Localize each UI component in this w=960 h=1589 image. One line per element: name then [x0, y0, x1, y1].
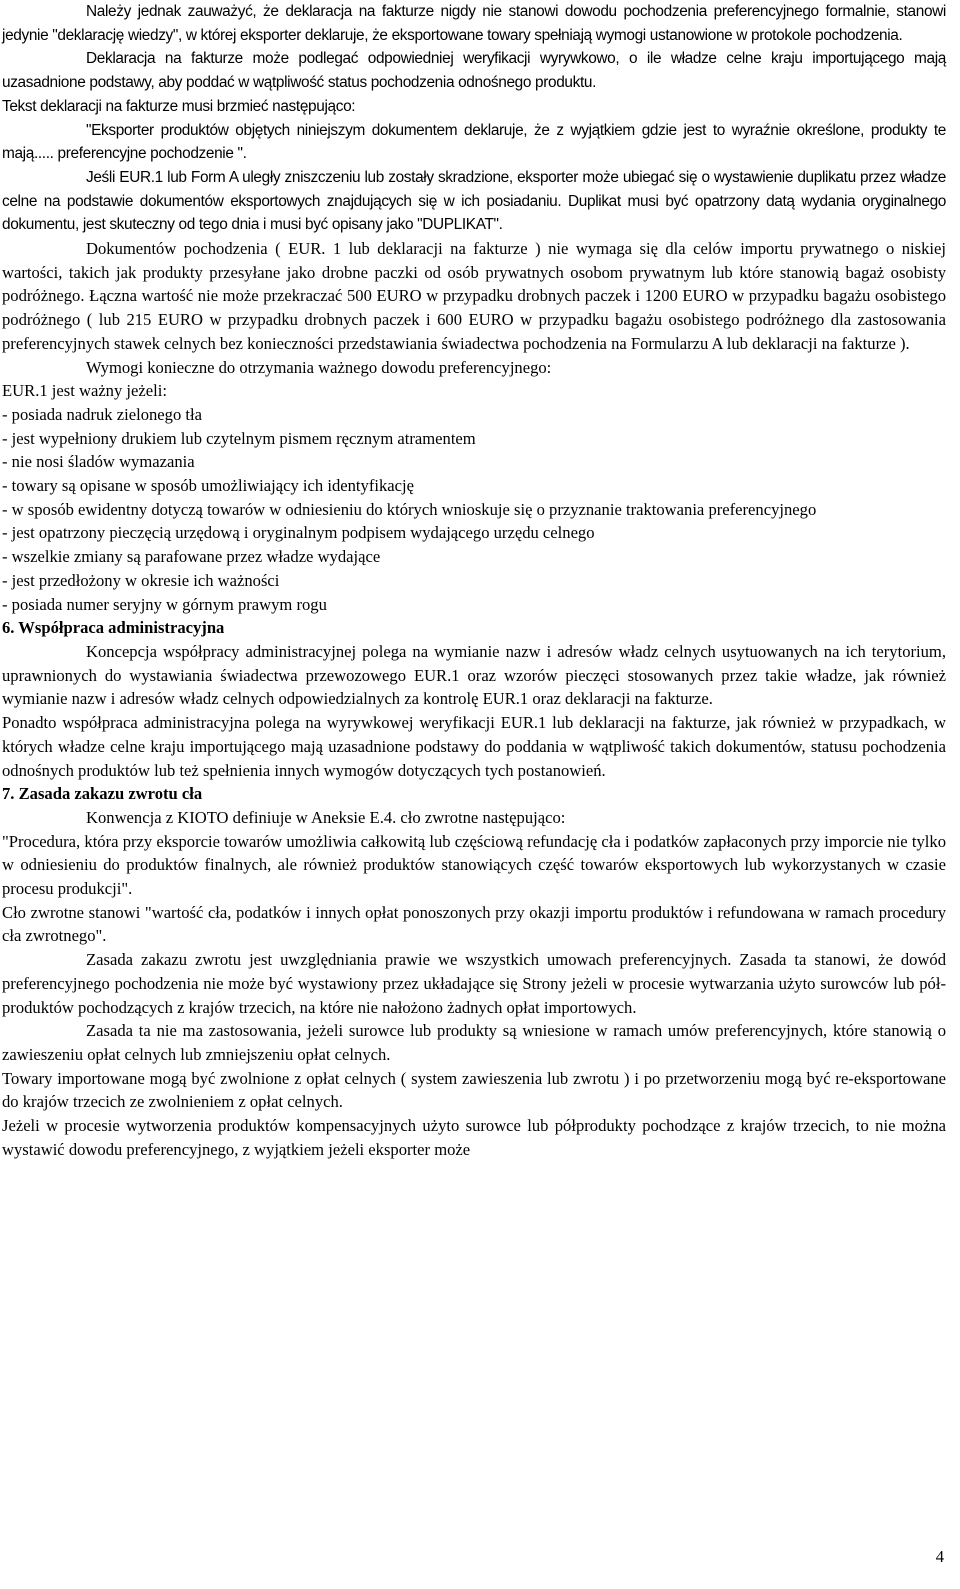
- paragraph-invoice-declaration-note: Należy jednak zauważyć, że deklaracja na fakturze nigdy nie stanowi dowodu pochodzenia preferencyjnego formalnie, stanowi jedynie "deklarację wiedzy", w której eksporter deklaruje, że eksportowane towary spełniają wymogi ustanowione w protokole pochodzenia.: [2, 3, 946, 44]
- paragraph-duplicate: Jeśli EUR.1 lub Form A uległy zniszczeniu lub zostały skradzione, eksporter może ubiegać się o wystawienie duplikatu przez władze celne na podstawie dokumentów eksportowych znajdujących się w ich posiadaniu. Duplikat musi być opatrzony datą wydania oryginalnego dokumentu, jest skuteczny od tego dnia i musi być opisany jako "DUPLIKAT".: [2, 168, 946, 234]
- paragraph-private-import: Dokumentów pochodzenia ( EUR. 1 lub deklaracji na fakturze ) nie wymaga się dla celów importu prywatnego o niskiej wartości, takich jak produkty przesyłane jako drobne paczki od osób prywatnych osobom prywatnym lub które stanowią bagaż osobisty podróżnego. Łączna wartość nie może przekraczać 500 EURO w przypadku drobnych paczek i 1200 EURO w przypadku bagażu osobistego podróżnego ( lub 215 EURO w przypadku drobnych paczek i 600 EURO w przypadku bagażu osobistego podróżnego dla zastosowania preferencyjnych stawek celnych bez konieczności przedstawiania świadectwa pochodzenia na Formularzu A lub deklaracji na fakturze ).: [2, 239, 946, 353]
- page-number: 4: [935, 1547, 944, 1566]
- list-item: - posiada nadruk zielonego tła: [2, 404, 202, 424]
- list-item: - w sposób ewidentny dotyczą towarów w odniesieniu do których wnioskuje się o przyznanie traktowania preferencyjnego: [2, 499, 817, 519]
- list-item: - nie nosi śladów wymazania: [2, 452, 195, 472]
- paragraph-invoice-declaration-text-intro: Tekst deklaracji na fakturze musi brzmieć następująco:: [2, 97, 356, 115]
- paragraph-kyoto-convention: Konwencja z KIOTO definiuje w Aneksie E.4. cło zwrotne następująco:: [86, 807, 566, 827]
- paragraph-drawback-value: Cło zwrotne stanowi "wartość cła, podatków i innych opłat ponoszonych przy okazji importu produktów i refundowana w ramach procedury cła zwrotnego".: [2, 902, 946, 946]
- list-item: - wszelkie zmiany są parafowane przez władze wydające: [2, 547, 381, 567]
- document-body: [2, 0, 946, 1161]
- paragraph-no-drawback-exception: Zasada ta nie ma zastosowania, jeżeli surowce lub produkty są wniesione w ramach umów preferencyjnych, które stanowią o zawieszeniu opłat celnych lub zmniejszeniu opłat celnych.: [2, 1021, 946, 1064]
- paragraph-compensating-products: Jeżeli w procesie wytworzenia produktów kompensacyjnych użyto surowce lub półprodukty pochodzące z krajów trzecich, to nie można wystawić dowodu preferencyjnego, z wyjątkiem jeżeli eksporter może: [2, 1116, 946, 1159]
- paragraph-no-drawback-principle: Zasada zakazu zwrotu jest uwzględniania prawie we wszystkich umowach preferencyjnych. Zasada ta stanowi, że dowód preferencyjnego pochodzenia nie może być wystawiony przez układające się Strony jeżeli w procesie wytwarzania użyto surowców lub pół-produktów pochodzących z krajów trzecich, na które nie nałożono żadnych opłat importowych.: [2, 950, 946, 1017]
- paragraph-cooperation-concept: Koncepcja współpracy administracyjnej polega na wymianie nazw i adresów władz celnych usytuowanych na ich terytorium, uprawnionych do wystawiania świadectwa przewozowego EUR.1 oraz wzorów pieczęci stosowanych przez takie władze, jak również wymianie nazw i adresów władz celnych odpowiedzialnych za kontrolę EUR.1 oraz deklaracji na fakturze.: [2, 641, 946, 709]
- requirements-list: [2, 403, 946, 616]
- paragraph-eur1-valid-if: EUR.1 jest ważny jeżeli:: [2, 381, 167, 401]
- section-heading-no-drawback-rule: 7. Zasada zakazu zwrotu cła: [2, 784, 203, 804]
- list-item: - posiada numer seryjny w górnym prawym rogu: [2, 594, 327, 614]
- list-item: - towary są opisane w sposób umożliwiający ich identyfikację: [2, 476, 414, 496]
- list-item: - jest opatrzony pieczęcią urzędową i oryginalnym podpisem wydającego urzędu celnego: [2, 523, 595, 543]
- paragraph-imported-goods-exemption: Towary importowane mogą być zwolnione z opłat celnych ( system zawieszenia lub zwrotu ) i po przetworzeniu mogą być re-eksportowane do krajów trzecich ze zwolnieniem z opłat celnych.: [2, 1068, 946, 1112]
- list-item: - jest wypełniony drukiem lub czytelnym pismem ręcznym atramentem: [2, 428, 476, 448]
- paragraph-drawback-definition-quote: "Procedura, która przy eksporcie towarów umożliwia całkowitą lub częściową refundację cła i podatków zapłaconych przy imporcie nie tylko w odniesieniu do produktów finalnych, ale również produktów stanowiących część towarów eksportowych lub wykorzystanych w czasie procesu produkcji".: [2, 831, 946, 899]
- paragraph-requirements-intro: Wymogi konieczne do otrzymania ważnego dowodu preferencyjnego:: [86, 357, 552, 377]
- paragraph-invoice-declaration-quote: "Eksporter produktów objętych niniejszym dokumentem deklaruje, że z wyjątkiem gdzie jest to wyraźnie określone, produkty te mają..... preferencyjne pochodzenie ".: [2, 121, 946, 163]
- paragraph-invoice-declaration-verification: Deklaracja na fakturze może podlegać odpowiedniej weryfikacji wyrywkowo, o ile władze celne kraju importującego mają uzasadnione podstawy, aby poddać w wątpliwość status pochodzenia odnośnego produktu.: [2, 50, 946, 92]
- section-heading-administrative-cooperation: 6. Współpraca administracyjna: [2, 618, 225, 638]
- paragraph-cooperation-verification: Ponadto współpraca administracyjna polega na wyrywkowej weryfikacji EUR.1 lub deklaracji na fakturze, jak również w przypadkach, w których władze celne kraju importującego mają uzasadnione podstawy do poddania w wątpliwość takich dokumentów, statusu pochodzenia odnośnych produktów lub też spełnienia innych wymogów dotyczących tych postanowień.: [2, 713, 946, 780]
- list-item: - jest przedłożony w okresie ich ważności: [2, 570, 280, 590]
